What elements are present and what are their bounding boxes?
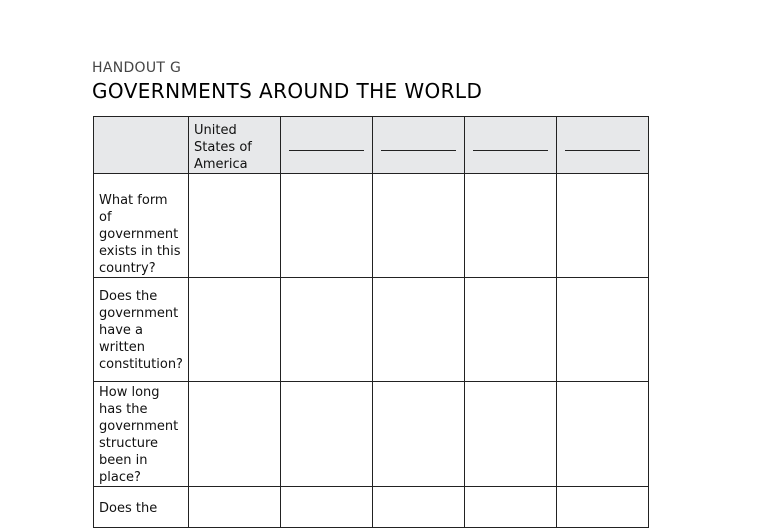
answer-cell[interactable] — [189, 382, 281, 487]
header-blank-country-3[interactable] — [465, 117, 557, 174]
country-label: United States of America — [194, 123, 252, 172]
answer-cell[interactable] — [557, 278, 649, 382]
answer-cell[interactable] — [465, 382, 557, 487]
answer-cell[interactable] — [281, 487, 373, 528]
header-country-usa — [189, 117, 281, 174]
answer-cell[interactable] — [373, 278, 465, 382]
comparison-table — [93, 116, 649, 528]
header-blank-country-1[interactable] — [281, 117, 373, 174]
page-title: GOVERNMENTS AROUND THE WORLD — [92, 79, 483, 103]
table-row — [94, 382, 649, 487]
answer-cell[interactable] — [373, 487, 465, 528]
header-corner-cell — [94, 117, 189, 174]
table-row — [94, 278, 649, 382]
table-row — [94, 174, 649, 278]
answer-cell[interactable] — [189, 487, 281, 528]
write-in-line — [289, 150, 364, 151]
answer-cell[interactable] — [465, 278, 557, 382]
question-text: What form of government exists in this country? — [99, 193, 181, 276]
answer-cell[interactable] — [557, 174, 649, 278]
answer-cell[interactable] — [373, 382, 465, 487]
question-cell — [94, 382, 189, 487]
answer-cell[interactable] — [465, 487, 557, 528]
header-blank-country-4[interactable] — [557, 117, 649, 174]
answer-cell[interactable] — [281, 382, 373, 487]
answer-cell[interactable] — [373, 174, 465, 278]
answer-cell[interactable] — [281, 278, 373, 382]
question-cell — [94, 174, 189, 278]
answer-cell[interactable] — [465, 174, 557, 278]
table-header-row — [94, 117, 649, 174]
write-in-line — [565, 150, 640, 151]
question-cell — [94, 278, 189, 382]
question-cell — [94, 487, 189, 528]
answer-cell[interactable] — [189, 278, 281, 382]
question-text: Does the government have a written constitution? — [99, 289, 183, 372]
answer-cell[interactable] — [281, 174, 373, 278]
table-row — [94, 487, 649, 528]
question-text: Does the — [99, 501, 158, 516]
answer-cell[interactable] — [189, 174, 281, 278]
answer-cell[interactable] — [557, 487, 649, 528]
question-text: How long has the government structure been in place? — [99, 385, 179, 485]
header-blank-country-2[interactable] — [373, 117, 465, 174]
answer-cell[interactable] — [557, 382, 649, 487]
write-in-line — [473, 150, 548, 151]
write-in-line — [381, 150, 456, 151]
handout-label: HANDOUT G — [92, 60, 182, 76]
